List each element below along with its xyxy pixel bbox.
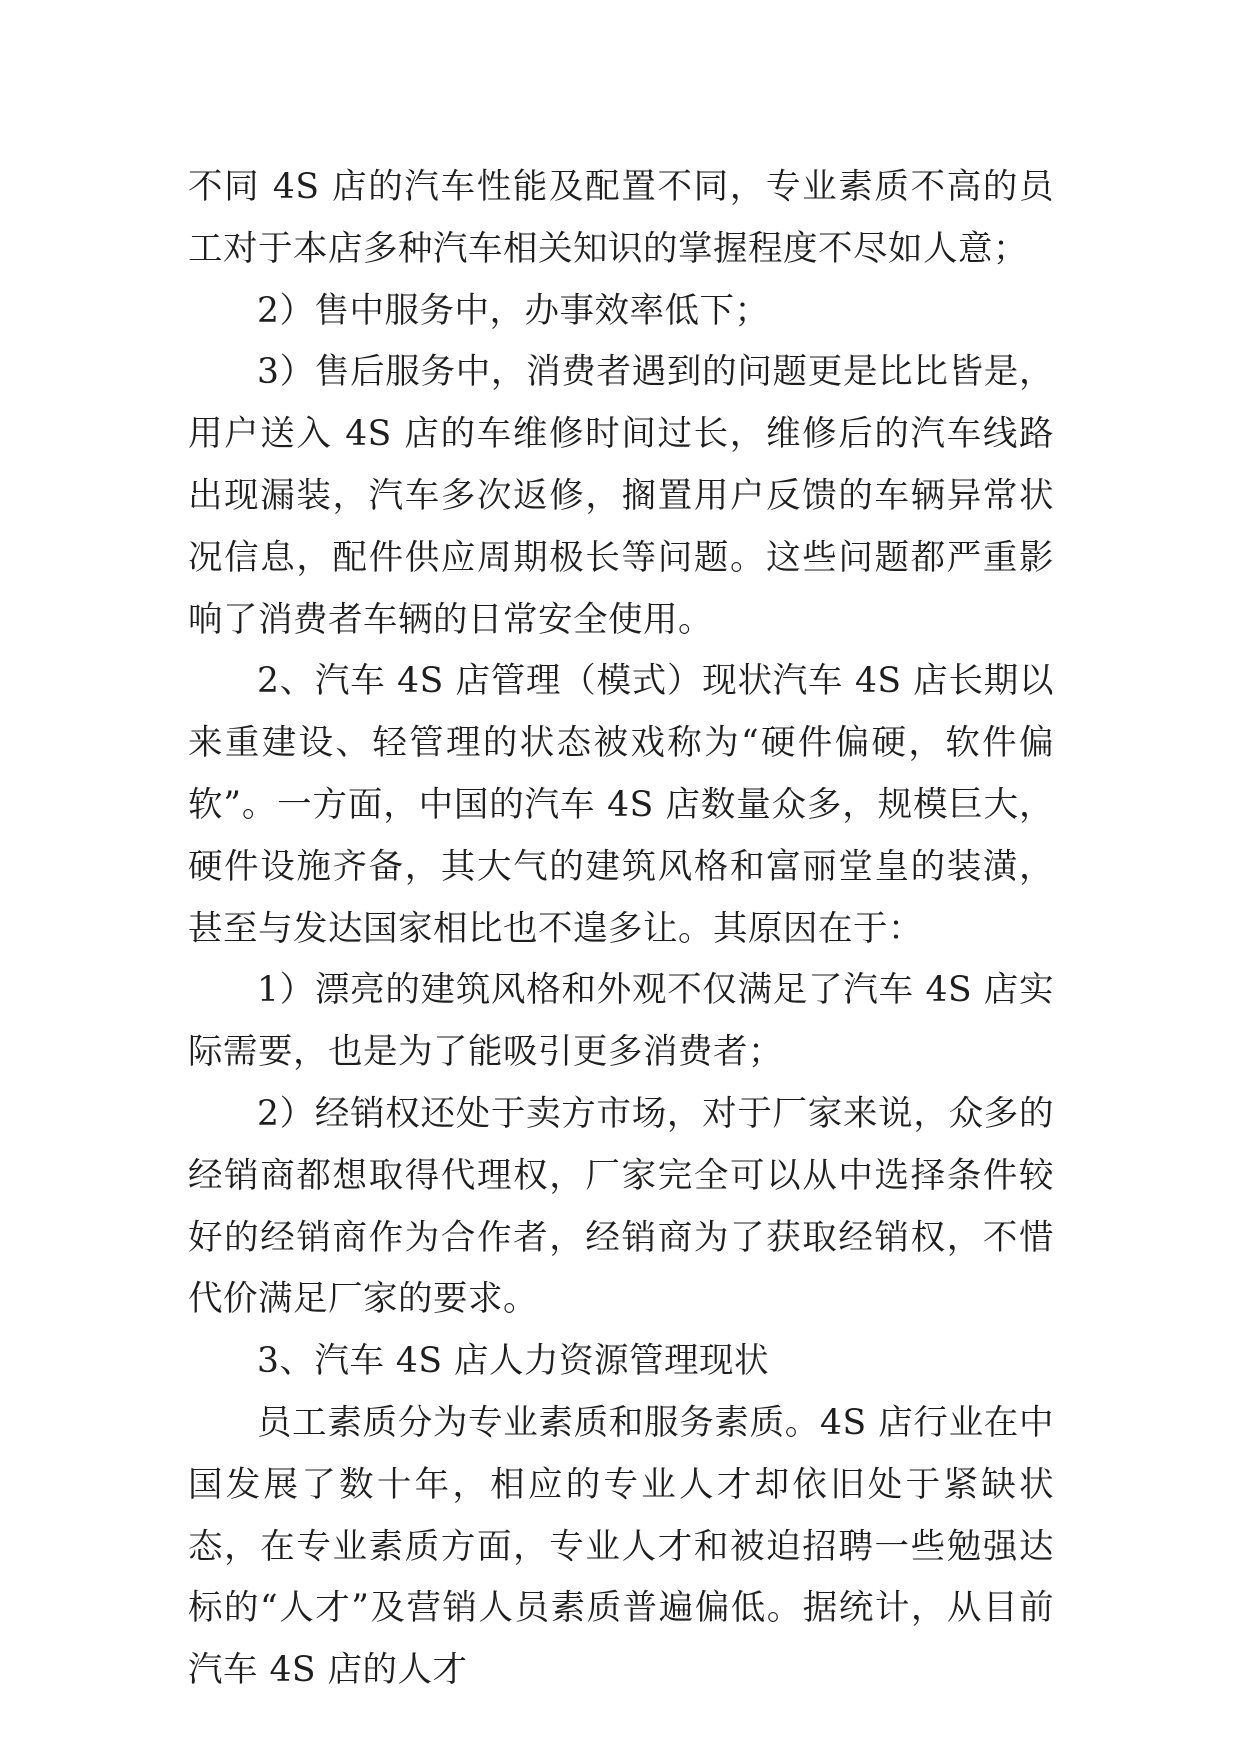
- paragraph-reason-1: 1）漂亮的建筑风格和外观不仅满足了汽车 4S 店实际需要，也是为了能吸引更多消费者；: [188, 970, 1054, 1073]
- paragraph-reason-2: 2）经销权还处于卖方市场，对于厂家来说，众多的经销商都想取得代理权，厂家完全可以从中选择条件较好的经销商作为合作者，经销商为了获取经销权，不惜代价满足厂家的要求。: [188, 1093, 1054, 1320]
- paragraph-section-2: 2、汽车 4S 店管理（模式）现状汽车 4S 店长期以来重建设、轻管理的状态被戏称为“硬件偏硬，软件偏软”。一方面，中国的汽车 4S 店数量众多，规模巨大，硬件设施齐备，其大气的建筑风格和富丽堂皇的装潢，甚至与发达国家相比也不遑多让。其原因在于：: [188, 661, 1054, 949]
- paragraph-staff-quality: 员工素质分为专业素质和服务素质。4S 店行业在中国发展了数十年，相应的专业人才却依旧处于紧缺状态，在专业素质方面，专业人才和被迫招聘一些勉强达标的“人才”及营销人员素质普遍偏低。据统计，从目前汽车 4S 店的人才: [188, 1402, 1054, 1691]
- paragraph-item-2: 2）售中服务中，办事效率低下；: [257, 290, 770, 331]
- document-body: [188, 157, 1054, 1702]
- paragraph-item-3: 3）售后服务中，消费者遇到的问题更是比比皆是，用户送入 4S 店的车维修时间过长，维修后的汽车线路出现漏装，汽车多次返修，搁置用户反馈的车辆异常状况信息，配件供应周期极长等问题。这些问题都严重影响了消费者车辆的日常安全使用。: [188, 352, 1054, 640]
- section-heading-3: 3、汽车 4S 店人力资源管理现状: [257, 1341, 769, 1382]
- paragraph-continuation: 不同 4S 店的汽车性能及配置不同，专业素质不高的员工对于本店多种汽车相关知识的掌握程度不尽如人意；: [188, 167, 1054, 269]
